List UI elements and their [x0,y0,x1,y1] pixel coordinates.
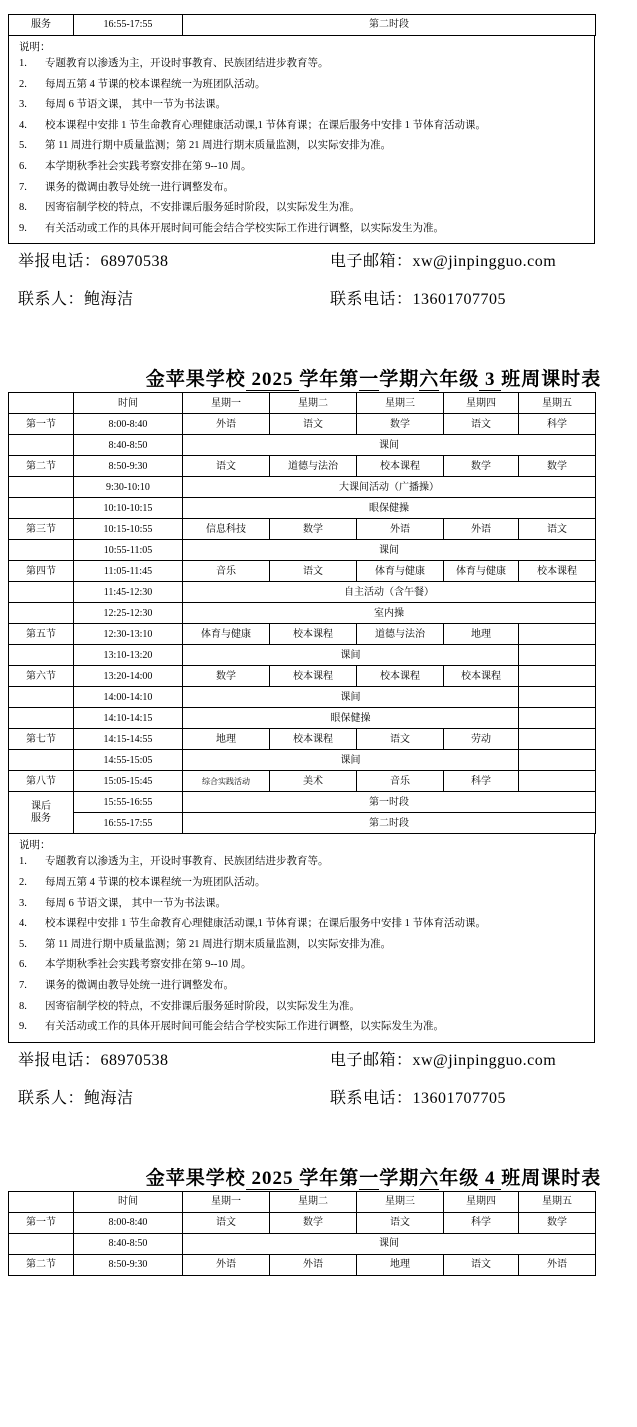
table-row [9,729,596,750]
time-range: 14:10-14:15 [74,708,183,729]
time-range: 14:15-14:55 [74,729,183,750]
note-item [19,935,586,956]
table-row [9,771,596,792]
note-item [19,914,586,935]
subject-cell: 数学 [270,1212,357,1233]
column-header: 星期二 [270,1191,357,1212]
note-number: 7. [19,979,27,991]
note-text: 专题教育以渗透为主，开设时事教育、民族团结进步教育等。 [45,58,329,69]
note-text: 有关活动或工作的具体开展时间可能会结合学校实际工作进行调整，以实际发生为准。 [45,222,444,234]
note-text: 每周五第 4 节课的校本课程统一为班团队活动。 [45,78,266,90]
time-range: 10:15-10:55 [74,519,183,540]
subject-cell: 外语 [270,1254,357,1275]
note-item [19,873,586,894]
subject-cell: 校本课程 [270,624,357,645]
contact-block-2 [18,1051,637,1109]
title-part: 金苹果学校 [145,369,246,391]
subject-cell: 地理 [444,624,519,645]
table-row [9,1254,596,1275]
table-row [9,456,596,477]
period-label [9,540,74,561]
column-header: 时间 [74,1191,183,1212]
note-number: 2. [19,78,27,90]
empty-cell [519,666,596,687]
note-number: 7. [19,181,27,193]
note-number: 9. [19,222,27,234]
time-range: 8:00-8:40 [74,414,183,435]
schedule-title-class3 [0,368,637,392]
column-header: 星期三 [357,393,444,414]
subject-cell: 外语 [183,414,270,435]
note-number: 6. [19,959,27,971]
note-item [19,136,586,157]
subject-cell: 数学 [270,519,357,540]
title-part: 年级 [439,1167,480,1189]
activity-cell: 眼保健操 [183,498,596,519]
notes-heading: 说明： [19,42,51,53]
timetable-class3 [8,392,596,834]
table-row [9,624,596,645]
column-header: 星期一 [183,1191,270,1212]
empty-cell [519,729,596,750]
period-label: 课后 服务 [9,792,74,834]
title-underlined-part: 六 [419,1167,440,1189]
table-row [9,687,596,708]
note-number: 9. [19,1021,27,1033]
email: 电子邮箱：xw@jinpingguo.com [330,1051,557,1069]
note-number: 8. [19,1000,27,1012]
time-range: 14:55-15:05 [74,750,183,771]
subject-cell: 语文 [444,414,519,435]
time-range: 15:05-15:45 [74,771,183,792]
table-row [9,603,596,624]
period-label [9,603,74,624]
subject-cell: 语文 [357,729,444,750]
title-underlined-part: 2025 [245,1167,300,1189]
period-label: 服务 [9,15,74,36]
activity-cell: 大课间活动（广播操） [183,477,596,498]
title-part: 学年第 [299,1167,360,1189]
period-label: 第二节 [9,1254,74,1275]
empty-cell [519,708,596,729]
note-item [19,894,586,915]
activity-cell: 课间 [183,750,519,771]
title-part: 学期 [379,369,420,391]
note-item [19,95,586,116]
contact-person: 联系人：鲍海洁 [18,1089,134,1107]
contact-person: 联系人：鲍海洁 [18,291,134,309]
note-text: 校本课程中安排 1 节生命教育心理健康活动课,1 节体育课；在课后服务中安排 1 节体育活动课。 [45,918,486,930]
note-text: 本学期秋季社会实践考察安排在第 9--10 周。 [45,160,252,172]
note-item [19,852,586,873]
table-row [9,414,596,435]
period-label [9,1233,74,1254]
empty-cell [519,771,596,792]
contact-phone: 联系电话：13601707705 [330,291,507,309]
time-range: 10:10-10:15 [74,498,183,519]
time-range: 16:55-17:55 [74,15,183,36]
note-text: 每周 6 节语文课， 其中一节为书法课。 [45,99,227,111]
title-underlined-part: 六 [419,369,440,391]
table-row [9,477,596,498]
period-label [9,645,74,666]
table-row [9,15,596,36]
activity-cell: 第二时段 [183,813,596,834]
column-header [9,393,74,414]
header-row [9,1191,596,1212]
title-part: 金苹果学校 [145,1167,246,1189]
activity-cell: 自主活动（含午餐） [183,582,596,603]
subject-cell: 劳动 [444,729,519,750]
contact-row [18,1089,637,1109]
header-row [9,393,596,414]
contact-phone: 联系电话：13601707705 [330,1089,507,1107]
contact-row [18,290,637,310]
note-number: 3. [19,897,27,909]
notes-box-2 [8,833,595,1042]
period-label: 第五节 [9,624,74,645]
time-range: 9:30-10:10 [74,477,183,498]
table-row [9,750,596,771]
subject-cell: 地理 [357,1254,444,1275]
subject-cell: 外语 [357,519,444,540]
period-label [9,708,74,729]
title-underlined-part: 2025 [245,369,300,391]
column-header: 星期四 [444,1191,519,1212]
note-item [19,157,586,178]
contact-row [18,252,637,272]
subject-cell: 语文 [183,1212,270,1233]
note-text: 本学期秋季社会实践考察安排在第 9--10 周。 [45,959,252,971]
subject-cell: 外语 [444,519,519,540]
note-text: 第 11 周进行期中质量监测；第 21 周进行期末质量监测，以实际安排为准。 [45,140,392,152]
time-range: 8:00-8:40 [74,1212,183,1233]
note-text: 第 11 周进行期中质量监测；第 21 周进行期末质量监测，以实际安排为准。 [45,938,392,950]
subject-cell: 音乐 [357,771,444,792]
column-header: 星期一 [183,393,270,414]
time-range: 13:20-14:00 [74,666,183,687]
email: 电子邮箱：xw@jinpingguo.com [330,253,557,271]
note-text: 因寄宿制学校的特点，不安排课后服务延时阶段，以实际发生为准。 [45,202,360,214]
time-range: 11:05-11:45 [74,561,183,582]
activity-cell: 课间 [183,687,519,708]
time-range: 13:10-13:20 [74,645,183,666]
note-number: 5. [19,140,27,152]
subject-cell: 语文 [357,1212,444,1233]
note-text: 课务的微调由教导处统一进行调整发布。 [45,979,234,991]
table-row [9,540,596,561]
subject-cell: 体育与健康 [357,561,444,582]
activity-cell: 课间 [183,645,519,666]
subject-cell: 数学 [357,414,444,435]
subject-cell: 校本课程 [519,561,596,582]
subject-cell: 校本课程 [357,666,444,687]
note-item [19,116,586,137]
note-number: 1. [19,856,27,868]
schedule-title-class4 [0,1167,637,1191]
subject-cell: 美术 [270,771,357,792]
report-phone: 举报电话：68970538 [18,1051,169,1069]
subject-cell: 语文 [183,456,270,477]
table-row [9,435,596,456]
time-range: 16:55-17:55 [74,813,183,834]
subject-cell: 数学 [519,456,596,477]
period-label [9,750,74,771]
column-header: 时间 [74,393,183,414]
title-part: 学期 [379,1167,420,1189]
period-label: 第三节 [9,519,74,540]
note-number: 2. [19,876,27,888]
time-range: 8:50-9:30 [74,456,183,477]
table-row [9,498,596,519]
table-row [9,1233,596,1254]
period-label [9,687,74,708]
column-header: 星期五 [519,393,596,414]
column-header [9,1191,74,1212]
subject-cell: 校本课程 [270,729,357,750]
subject-cell: 语文 [270,561,357,582]
subject-cell: 数学 [183,666,270,687]
note-text: 专题教育以渗透为主，开设时事教育、民族团结进步教育等。 [45,856,329,868]
time-range: 15:55-16:55 [74,792,183,813]
title-underlined-part: 一 [359,1167,380,1189]
period-label: 第四节 [9,561,74,582]
note-number: 8. [19,202,27,214]
note-text: 每周五第 4 节课的校本课程统一为班团队活动。 [45,876,266,888]
period-label: 第八节 [9,771,74,792]
activity-cell: 第二时段 [183,15,596,36]
subject-cell: 科学 [519,414,596,435]
activity-cell: 课间 [183,540,596,561]
subject-cell: 地理 [183,729,270,750]
period-label: 第一节 [9,414,74,435]
note-text: 每周 6 节语文课， 其中一节为书法课。 [45,897,227,909]
subject-cell: 外语 [519,1254,596,1275]
note-item [19,219,586,240]
title-underlined-part: 4 [479,1167,502,1189]
subject-cell: 数学 [444,456,519,477]
time-range: 8:40-8:50 [74,1233,183,1254]
note-number: 6. [19,160,27,172]
time-range: 8:40-8:50 [74,435,183,456]
title-part: 学年第 [299,369,360,391]
column-header: 星期五 [519,1191,596,1212]
timetable-class4 [8,1191,596,1276]
empty-cell [519,687,596,708]
subject-cell: 校本课程 [270,666,357,687]
time-range: 8:50-9:30 [74,1254,183,1275]
note-number: 4. [19,918,27,930]
subject-cell: 校本课程 [357,456,444,477]
period-label: 第六节 [9,666,74,687]
note-item [19,178,586,199]
empty-cell [519,645,596,666]
column-header: 星期二 [270,393,357,414]
subject-cell: 外语 [183,1254,270,1275]
table-row [9,666,596,687]
subject-cell: 数学 [519,1212,596,1233]
subject-cell: 体育与健康 [183,624,270,645]
empty-cell [519,624,596,645]
note-number: 4. [19,119,27,131]
subject-cell: 校本课程 [444,666,519,687]
report-phone: 举报电话：68970538 [18,253,169,271]
notes-heading: 说明： [19,840,51,852]
note-number: 5. [19,938,27,950]
table-row [9,519,596,540]
contact-row [18,1051,637,1071]
previous-table-fragment [8,14,596,36]
activity-cell: 课间 [183,435,596,456]
title-underlined-part: 3 [479,369,502,391]
time-range: 14:00-14:10 [74,687,183,708]
activity-cell: 课间 [183,1233,596,1254]
subject-cell: 体育与健康 [444,561,519,582]
table-row [9,561,596,582]
subject-cell: 信息科技 [183,519,270,540]
title-part: 班周课时表 [501,1167,602,1189]
period-label [9,435,74,456]
table-row [9,813,596,834]
table-row [9,645,596,666]
activity-cell: 室内操 [183,603,596,624]
subject-cell: 道德与法治 [357,624,444,645]
subject-cell: 语文 [519,519,596,540]
activity-cell: 第一时段 [183,792,596,813]
note-item [19,1017,586,1038]
contact-block-1 [18,252,637,310]
time-range: 10:55-11:05 [74,540,183,561]
subject-cell: 科学 [444,771,519,792]
note-item [19,54,586,75]
table-row [9,1212,596,1233]
subject-cell: 道德与法治 [270,456,357,477]
time-range: 11:45-12:30 [74,582,183,603]
period-label [9,498,74,519]
time-range: 12:25-12:30 [74,603,183,624]
empty-cell [519,750,596,771]
note-text: 因寄宿制学校的特点，不安排课后服务延时阶段，以实际发生为准。 [45,1000,360,1012]
period-label: 第七节 [9,729,74,750]
title-underlined-part: 一 [359,369,380,391]
note-number: 3. [19,99,27,111]
period-label [9,582,74,603]
note-text: 课务的微调由教导处统一进行调整发布。 [45,181,234,193]
note-number: 1. [19,58,27,69]
subject-cell: 语文 [270,414,357,435]
subject-cell: 音乐 [183,561,270,582]
table-row [9,582,596,603]
note-item [19,198,586,219]
note-text: 有关活动或工作的具体开展时间可能会结合学校实际工作进行调整，以实际发生为准。 [45,1021,444,1033]
note-item [19,75,586,96]
activity-cell: 眼保健操 [183,708,519,729]
period-label [9,477,74,498]
table-row [9,708,596,729]
title-part: 班周课时表 [501,369,602,391]
table-row [9,792,596,813]
period-label: 第二节 [9,456,74,477]
subject-cell: 科学 [444,1212,519,1233]
notes-box-1 [8,35,595,244]
note-text: 校本课程中安排 1 节生命教育心理健康活动课,1 节体育课；在课后服务中安排 1 节体育活动课。 [45,119,486,131]
column-header: 星期三 [357,1191,444,1212]
subject-cell: 综合实践活动 [183,771,270,792]
note-item [19,955,586,976]
time-range: 12:30-13:10 [74,624,183,645]
column-header: 星期四 [444,393,519,414]
subject-cell: 语文 [444,1254,519,1275]
period-label: 第一节 [9,1212,74,1233]
note-item [19,976,586,997]
title-part: 年级 [439,369,480,391]
note-item [19,997,586,1018]
